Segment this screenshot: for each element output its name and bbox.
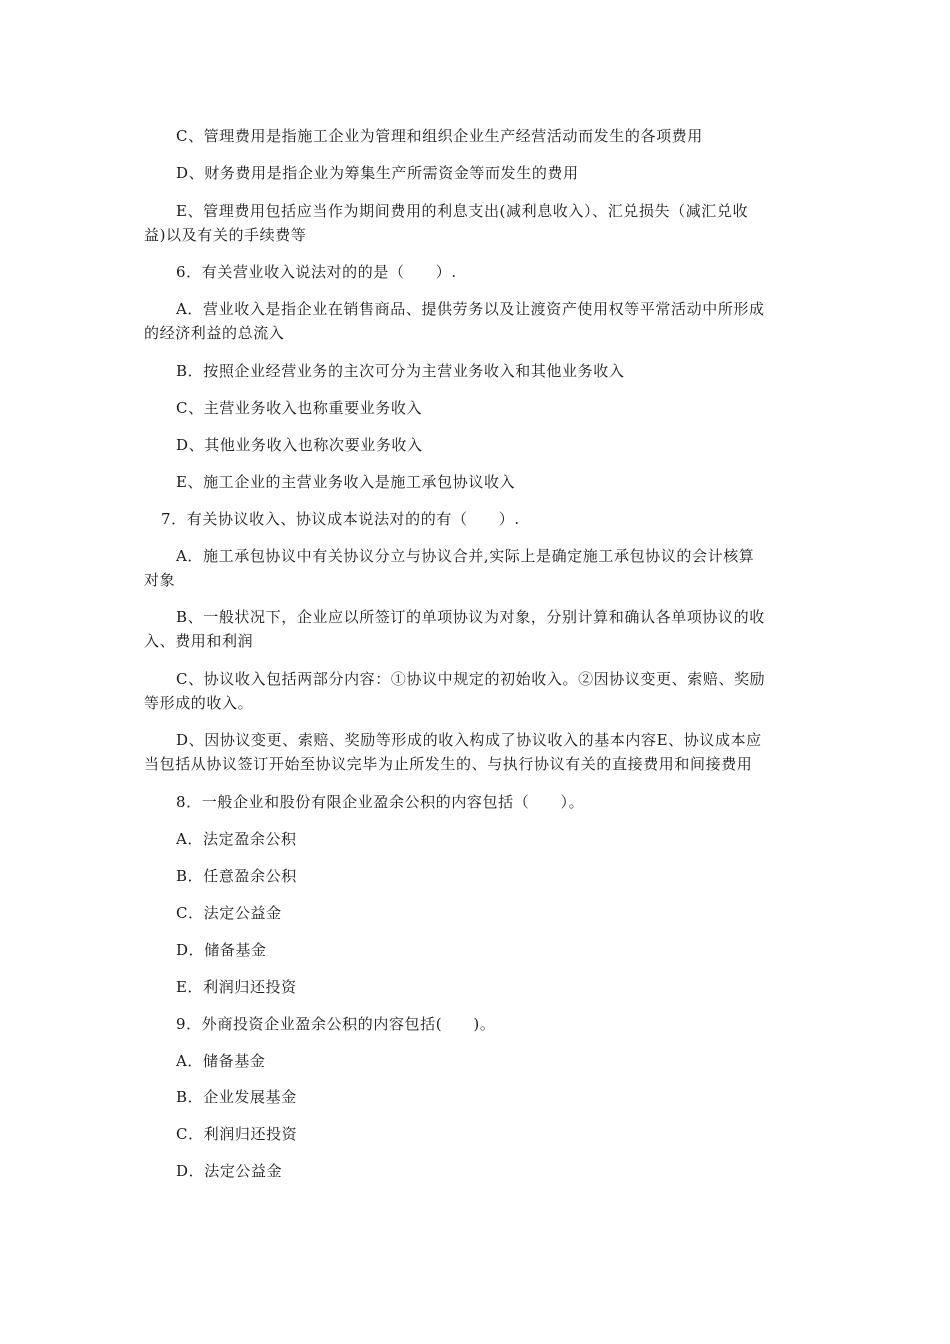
question-6-option-e: E、施工企业的主营业务收入是施工承包协议收入 xyxy=(176,473,516,491)
question-8-option-c: C．法定公益金 xyxy=(176,904,282,922)
question-7-option-a: A．施工承包协议中有关协议分立与协议合并,实际上是确定施工承包协议的会计核算 xyxy=(176,547,755,565)
question-9-option-d: D．法定公益金 xyxy=(176,1162,283,1180)
question-7-option-b-continued: 入、费用和利润 xyxy=(144,632,254,650)
question-8-option-a: A．法定盈余公积 xyxy=(176,830,297,848)
text-line-option-c-management-fee: C、管理费用是指施工企业为管理和组织企业生产经营活动而发生的各项费用 xyxy=(176,127,703,145)
question-9-option-c: C．利润归还投资 xyxy=(176,1125,298,1143)
question-8-title: 8．一般企业和股份有限企业盈余公积的内容包括（ ）。 xyxy=(176,793,585,811)
question-7-option-d-e: D、因协议变更、索赔、奖励等形成的收入构成了协议收入的基本内容E、协议成本应 xyxy=(176,731,762,749)
question-7-option-c-continued: 等形成的收入。 xyxy=(144,694,254,712)
question-6-option-d: D、其他业务收入也称次要业务收入 xyxy=(176,436,423,454)
question-6-option-b: B．按照企业经营业务的主次可分为主营业务收入和其他业务收入 xyxy=(176,362,625,380)
question-8-option-b: B．任意盈余公积 xyxy=(176,867,297,885)
question-7-option-a-continued: 对象 xyxy=(144,571,176,589)
question-6-option-a: A．营业收入是指企业在销售商品、提供劳务以及让渡资产使用权等平常活动中所形成 xyxy=(176,300,765,318)
question-6-title: 6．有关营业收入说法对的的是（ ）. xyxy=(176,263,457,281)
question-7-option-e-continued: 当包括从协议签订开始至协议完毕为止所发生的、与执行协议有关的直接费用和间接费用 xyxy=(144,755,753,773)
text-line-option-d-finance-fee: D、财务费用是指企业为筹集生产所需资金等而发生的费用 xyxy=(176,164,579,182)
question-6-option-a-continued: 的经济利益的总流入 xyxy=(144,324,285,342)
question-8-option-d: D．储备基金 xyxy=(176,941,267,959)
text-line-option-e-continued: 益)以及有关的手续费等 xyxy=(144,226,307,244)
question-7-title: 7．有关协议收入、协议成本说法对的的有（ ）. xyxy=(161,510,520,528)
question-9-option-a: A．储备基金 xyxy=(176,1052,266,1070)
question-9-title: 9．外商投资企业盈余公积的内容包括( )。 xyxy=(176,1015,496,1033)
question-7-option-b: B、一般状况下，企业应以所签订的单项协议为对象，分别计算和确认各单项协议的收 xyxy=(176,608,765,626)
question-9-option-b: B．企业发展基金 xyxy=(176,1088,297,1106)
text-line-option-e-management-fee: E、管理费用包括应当作为期间费用的利息支出(减利息收入）、汇兑损失（减汇兑收 xyxy=(176,202,749,220)
question-7-option-c: C、协议收入包括两部分内容：①协议中规定的初始收入。②因协议变更、索赔、奖励 xyxy=(176,670,766,688)
question-6-option-c: C、主营业务收入也称重要业务收入 xyxy=(176,399,423,417)
question-8-option-e: E．利润归还投资 xyxy=(176,978,297,996)
